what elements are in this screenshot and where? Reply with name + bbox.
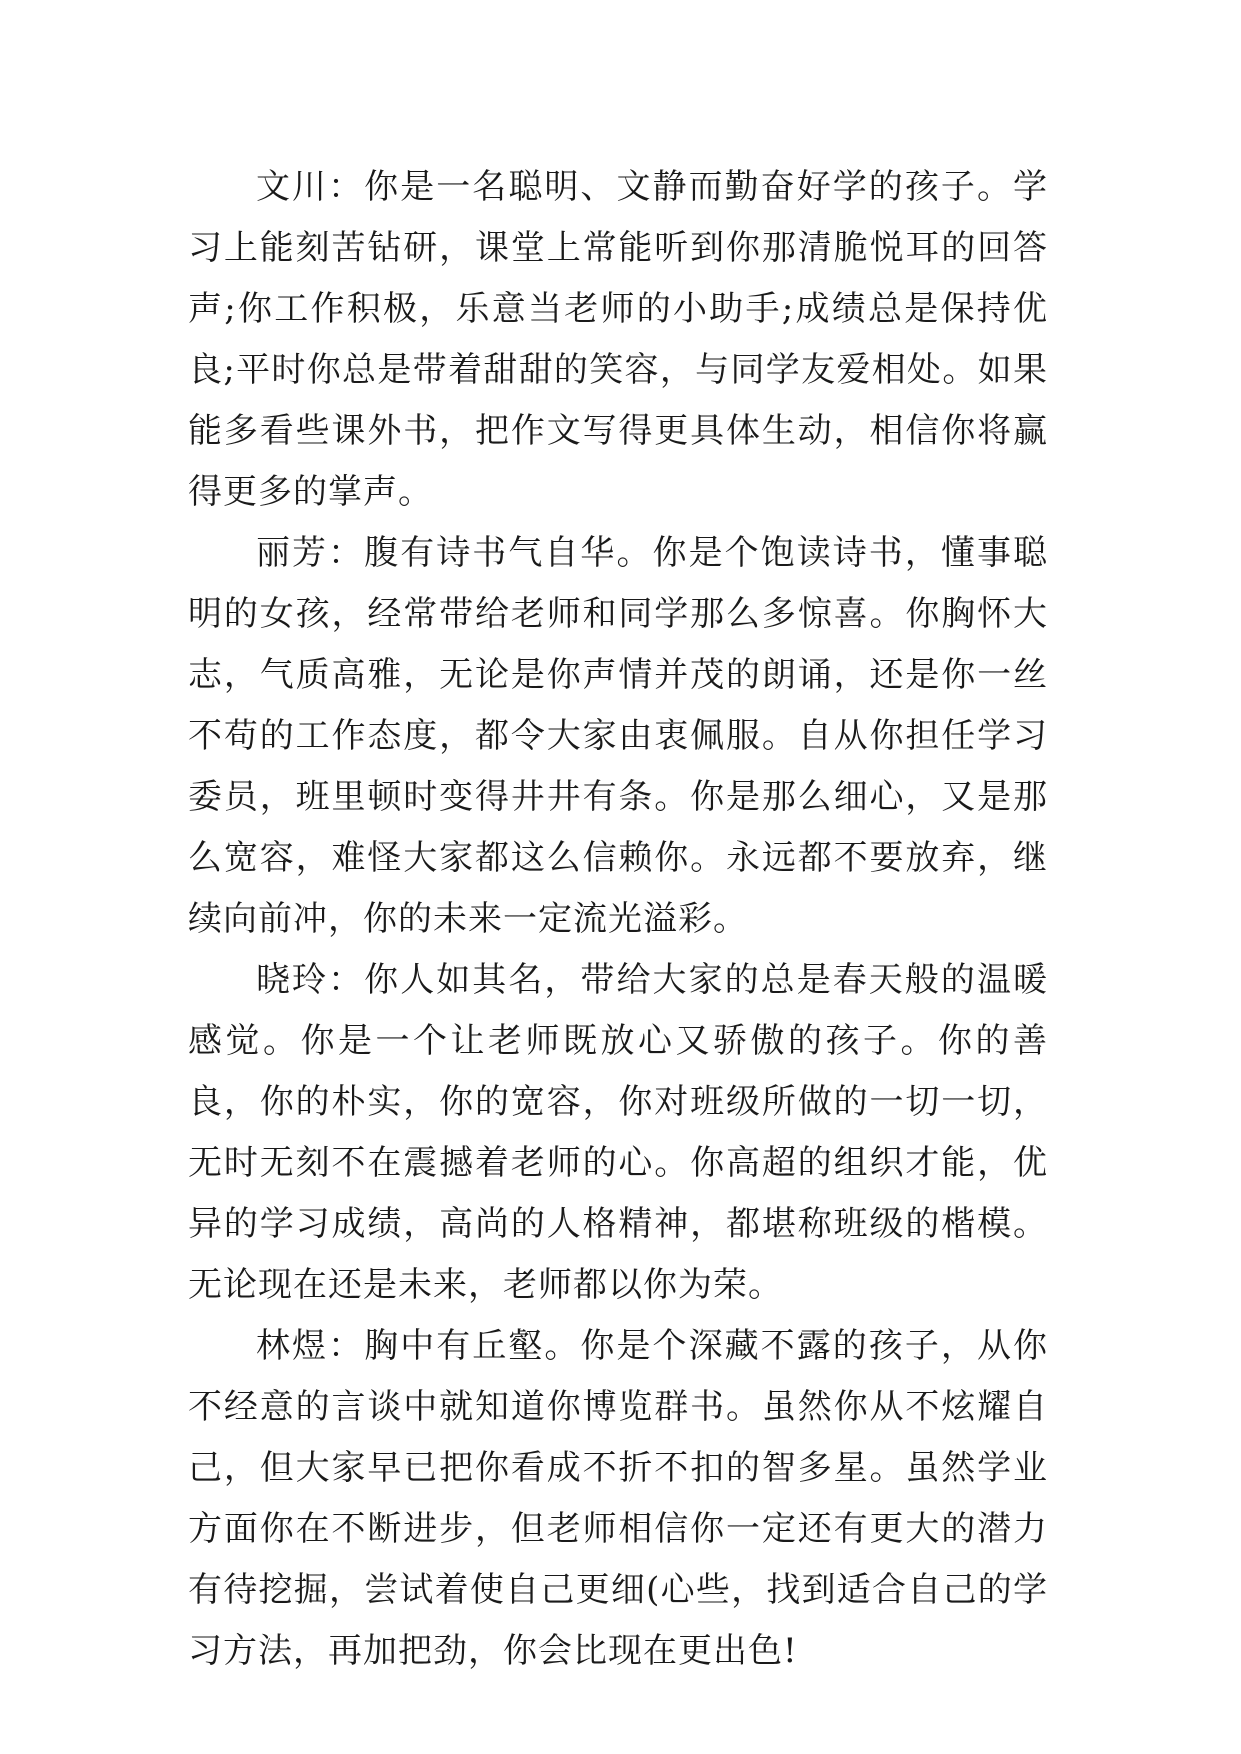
document-body [188,157,1048,1682]
comment-paragraph-xiaoling: 晓玲：你人如其名，带给大家的总是春天般的温暖感觉。你是一个让老师既放心又骄傲的孩子。你的善良，你的朴实，你的宽容，你对班级所做的一切一切，无时无刻不在震撼着老师的心。你高超的组织才能，优异的学习成绩，高尚的人格精神，都堪称班级的楷模。无论现在还是未来，老师都以你为荣。 [188,960,1048,1305]
comment-paragraph-wenchuan: 文川：你是一名聪明、文静而勤奋好学的孩子。学习上能刻苦钻研，课堂上常能听到你那清脆悦耳的回答声;你工作积极，乐意当老师的小助手;成绩总是保持优良;平时你总是带着甜甜的笑容，与同学友爱相处。如果能多看些课外书，把作文写得更具体生动，相信你将赢得更多的掌声。 [188,167,1048,512]
comment-paragraph-linyu: 林煜：胸中有丘壑。你是个深藏不露的孩子，从你不经意的言谈中就知道你博览群书。虽然你从不炫耀自己，但大家早已把你看成不折不扣的智多星。虽然学业方面你在不断进步，但老师相信你一定还有更大的潜力有待挖掘，尝试着使自己更细(心些，找到适合自己的学习方法，再加把劲，你会比现在更出色! [188,1326,1048,1671]
comment-paragraph-lifang: 丽芳：腹有诗书气自华。你是个饱读诗书，懂事聪明的女孩，经常带给老师和同学那么多惊喜。你胸怀大志，气质高雅，无论是你声情并茂的朗诵，还是你一丝不苟的工作态度，都令大家由衷佩服。自从你担任学习委员，班里顿时变得井井有条。你是那么细心，又是那么宽容，难怪大家都这么信赖你。永远都不要放弃，继续向前冲，你的未来一定流光溢彩。 [188,533,1048,939]
